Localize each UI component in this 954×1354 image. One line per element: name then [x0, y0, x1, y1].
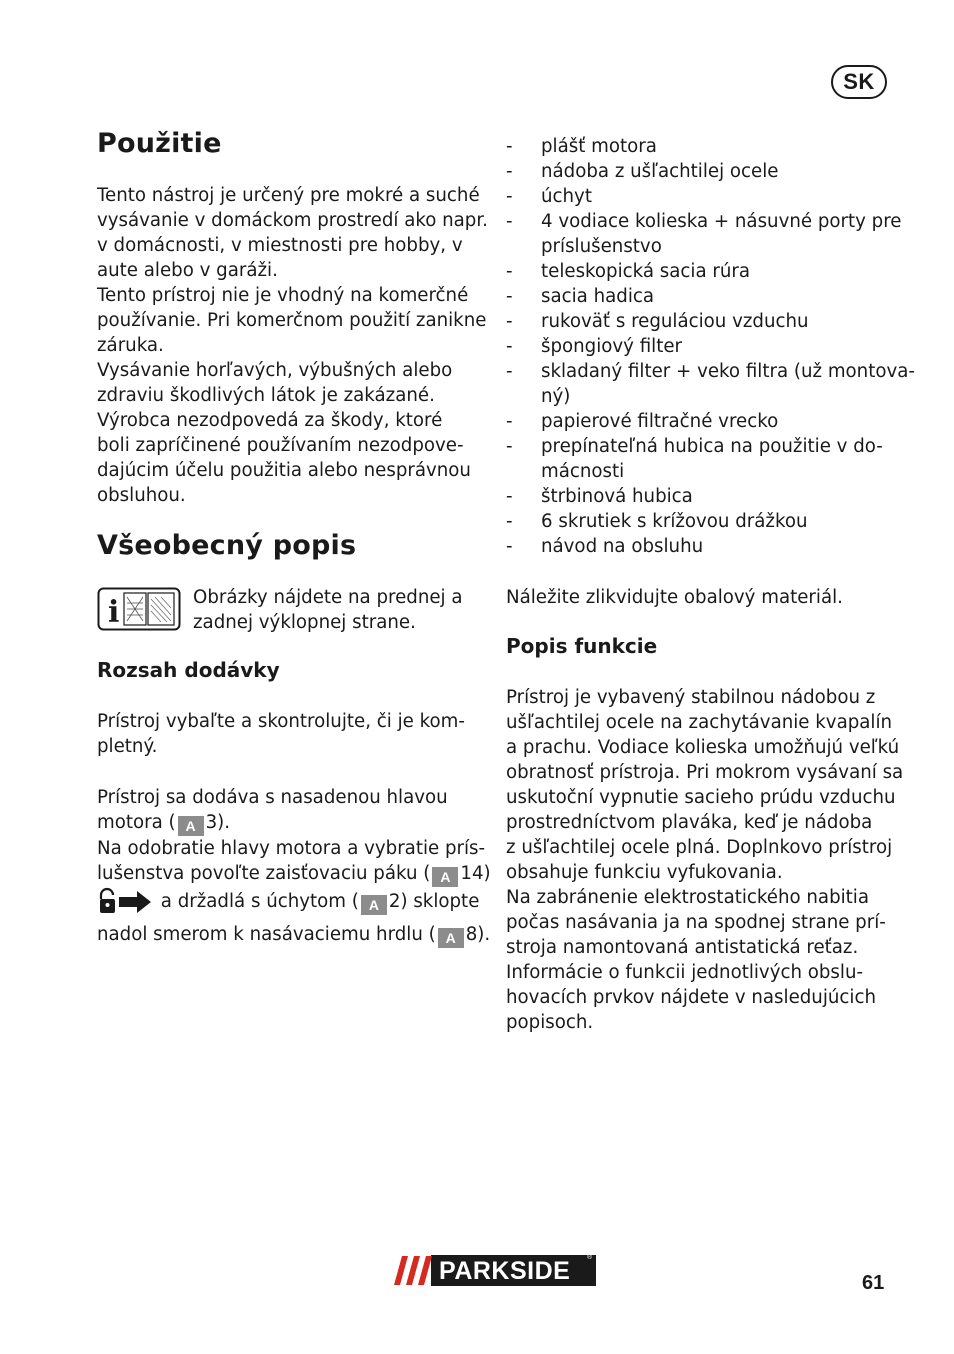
use-paragraph-line: používanie. Pri komerčnom použití zanikne	[97, 310, 487, 331]
heading-function-description: Popis funkcie	[506, 634, 658, 658]
logo-text: PARKSIDE	[439, 1257, 571, 1285]
heading-general-description: Všeobecný popis	[97, 530, 357, 561]
use-paragraph-line: Vysávanie horľavých, výbušných alebo	[97, 360, 453, 381]
parts-list-item: - úchyt	[506, 184, 915, 209]
parts-list-item: - rukoväť s reguláciou vzduchu	[506, 309, 915, 334]
unlock-arrow-icon	[97, 887, 155, 922]
figure-a-badge: A	[432, 867, 458, 887]
parts-list-item: - teleskopická sacia rúra	[506, 259, 915, 284]
use-paragraph-line: Tento prístroj nie je vhodný na komerčné	[97, 285, 469, 306]
language-badge: SK	[831, 65, 887, 99]
svg-text:i: i	[108, 595, 120, 630]
heading-use: Použitie	[97, 128, 222, 159]
info-note: Obrázky nájdete na prednej a zadnej výklopnej strane.	[193, 587, 463, 633]
function-paragraph-line: uskutoční vypnutie sacieho prúdu vzduchu	[506, 787, 896, 808]
parts-list-item: - špongiový filter	[506, 334, 915, 359]
use-paragraph-line: dajúcim účelu použitia alebo nesprávnou	[97, 460, 471, 481]
use-paragraph-line: v domácnosti, v miestnosti pre hobby, v	[97, 235, 463, 256]
figure-a-badge: A	[361, 895, 387, 915]
function-paragraph	[506, 685, 903, 1035]
figure-a-badge: A	[178, 816, 204, 836]
info-book-icon	[97, 587, 181, 631]
parts-list-item: - štrbinová hubica	[506, 484, 915, 509]
function-paragraph-line: ušľachtilej ocele na zachytávanie kvapalín	[506, 712, 893, 733]
function-paragraph-line: obsahuje funkciu vyfukovania.	[506, 862, 783, 883]
function-paragraph-line: Informácie o funkcii jednotlivých obslu-	[506, 962, 864, 983]
heading-scope-of-delivery: Rozsah dodávky	[97, 658, 280, 682]
function-paragraph-line: stroja namontovaná antistatická reťaz.	[506, 937, 859, 958]
parts-list-item: - sacia hadica	[506, 284, 915, 309]
parkside-logo	[391, 1253, 598, 1288]
function-paragraph-line: Prístroj je vybavený stabilnou nádobou z	[506, 687, 876, 708]
registered-mark: ®	[587, 1254, 593, 1261]
use-paragraph-line: obsluhou.	[97, 485, 186, 506]
use-paragraph-line: záruka.	[97, 335, 164, 356]
delivery-paragraph-2: Prístroj sa dodáva s nasadenou hlavou motora ( A 3). Na odobratie hlavy motora a vybratie prís- lušenstva povoľte zaisťovaciu páku ( A 14) a držadlá s úchytom ( A 2) sklopte nadol smerom k nasávaciemu hrdlu ( A 8).	[97, 787, 491, 946]
delivery-paragraph-1: Prístroj vybaľte a skontrolujte, či je kom- pletný.	[97, 711, 465, 757]
use-paragraph-line: Výrobca nezodpovedá za škody, ktoré	[97, 410, 443, 431]
use-paragraph-line: zdraviu škodlivých látok je zakázané.	[97, 385, 435, 406]
parts-list-item: - prepínateľná hubica na použitie v do- mácnosti	[506, 434, 915, 484]
function-paragraph-line: Na zabránenie elektrostatického nabitia	[506, 887, 870, 908]
function-paragraph-line: popisoch.	[506, 1012, 594, 1033]
function-paragraph-line: a prachu. Vodiace kolieska umožňujú veľkú	[506, 737, 900, 758]
parts-list-item: - papierové filtračné vrecko	[506, 409, 915, 434]
parts-list-item: - 4 vodiace kolieska + násuvné porty pre príslušenstvo	[506, 209, 915, 259]
parts-list-item: - nádoba z ušľachtilej ocele	[506, 159, 915, 184]
use-paragraph	[97, 183, 488, 508]
parts-list-item: - plášť motora	[506, 134, 915, 159]
function-paragraph-line: z ušľachtilej ocele plná. Doplnkovo prístroj	[506, 837, 893, 858]
disposal-note: Náležite zlikvidujte obalový materiál.	[506, 587, 843, 608]
parts-list-item: - skladaný filter + veko filtra (už montova- ný)	[506, 359, 915, 409]
function-paragraph-line: prostredníctvom plaváka, keď je nádoba	[506, 812, 873, 833]
parts-list-item: - návod na obsluhu	[506, 534, 915, 559]
use-paragraph-line: vysávanie v domáckom prostredí ako napr.	[97, 210, 488, 231]
page-number: 61	[862, 1272, 885, 1294]
function-paragraph-line: obratnosť prístroja. Pri mokrom vysávaní sa	[506, 762, 904, 783]
use-paragraph-line: aute alebo v garáži.	[97, 260, 278, 281]
parts-list	[506, 134, 915, 559]
figure-a-badge: A	[438, 928, 464, 948]
use-paragraph-line: Tento nástroj je určený pre mokré a suché	[97, 185, 480, 206]
function-paragraph-line: počas nasávania ja na spodnej strane prí-	[506, 912, 886, 933]
use-paragraph-line: boli zapríčinené používaním nezodpove-	[97, 435, 464, 456]
parts-list-item: - 6 skrutiek s krížovou drážkou	[506, 509, 915, 534]
function-paragraph-line: hovacích prvkov nájdete v nasledujúcich	[506, 987, 876, 1008]
